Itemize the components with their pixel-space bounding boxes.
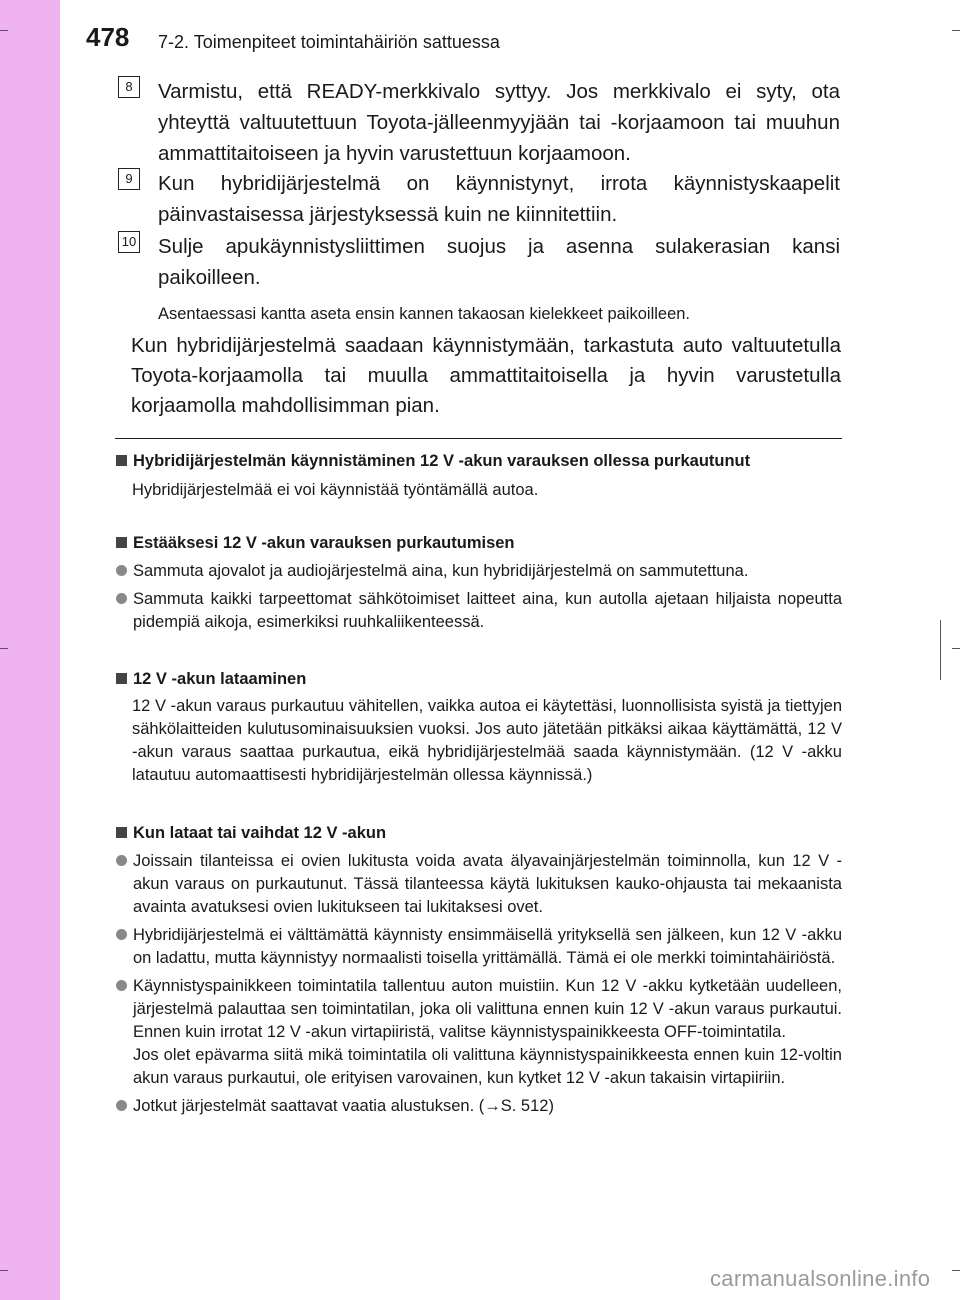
circle-bullet-icon — [116, 980, 127, 991]
list-item: Sammuta ajovalot ja audiojärjestelmä aina, kun hybridijärjestelmä on sammutettuna. — [115, 560, 842, 583]
step-text: Kun hybridijärjestelmä on käynnistynyt, irrota käynnistyskaapelit päinvastaisessa järjestyksessä kuin ne kiinnitettiin. — [158, 172, 840, 226]
section-title: Hybridijärjestelmän käynnistäminen 12 V -akun varauksen ollessa purkautunut — [133, 452, 751, 470]
circle-bullet-icon — [116, 929, 127, 940]
list-item: Jotkut järjestelmät saattavat vaatia alustuksen. (→S. 512) — [115, 1095, 842, 1118]
section-body: 12 V -akun varaus purkautuu vähitellen, vaikka autoa ei käytettäsi, luonnollisista syistä ja tiettyjen sähkölaitteiden kulutusominaisuuksien vuoksi. Jos auto jätetään pitkäksi aikaa käyttämättä, 12 V -akun varaus saattaa purkautua, eikä hybridijärjestelmää saada käynnistymään. (12 V -akku latautuu automaattisesti hybridijärjestelmän ollessa käynnissä.) — [132, 697, 842, 784]
step-9 — [118, 168, 840, 230]
section-prevent-discharge — [115, 532, 842, 634]
section-body: Hybridijärjestelmää ei voi käynnistää työntämällä autoa. — [132, 481, 539, 499]
section-start-discharged — [115, 450, 842, 502]
square-bullet-icon — [116, 827, 127, 838]
square-bullet-icon — [116, 455, 127, 466]
list-item: Sammuta kaikki tarpeettomat sähkötoimiset laitteet aina, kun autolla ajetaan hiljaista nopeutta pidempiä aikoja, esimerkiksi ruuhkaliikenteessä. — [115, 588, 842, 634]
crop-mark — [940, 620, 941, 680]
watermark: carmanualsonline.info — [710, 1266, 931, 1291]
square-bullet-icon — [116, 673, 127, 684]
list-item: Joissain tilanteissa ei ovien lukitusta voida avata älyavainjärjestelmän toiminnolla, kun 12 V -akun varaus on purkautunut. Tässä tilanteessa käytä lukituksen kauko-ohjausta tai mekaanista avainta avatuksesi ovien lukitukseen tai lukitaksesi ovet. — [115, 850, 842, 919]
chapter-tab-sidebar — [0, 0, 60, 1300]
step-note: Asentaessasi kantta aseta ensin kannen takaosan kielekkeet paikoilleen. — [158, 305, 691, 323]
crop-mark — [0, 30, 8, 31]
page-number: 478 — [86, 22, 130, 52]
step-text: Sulje apukäynnistysliittimen suojus ja asenna sulakerasian kansi paikoilleen. — [158, 235, 840, 289]
circle-bullet-icon — [116, 565, 127, 576]
section-title: Kun lataat tai vaihdat 12 V -akun — [133, 824, 387, 842]
step-number: 10 — [118, 231, 140, 253]
crop-mark — [0, 1270, 8, 1271]
circle-bullet-icon — [116, 855, 127, 866]
step-text: Varmistu, että READY-merkkivalo syttyy. Jos merkkivalo ei syty, ota yhteyttä valtuutettuun Toyota-jälleenmyyjään tai -korjaamoon tai muuhun ammattitaitoiseen ja hyvin varustettuun korjaamoon. — [158, 80, 840, 165]
crop-mark — [952, 648, 960, 649]
crop-mark — [952, 1270, 960, 1271]
section-charging — [115, 668, 842, 787]
step-10 — [118, 231, 840, 293]
square-bullet-icon — [116, 537, 127, 548]
section-title: 12 V -akun lataaminen — [133, 670, 307, 688]
list-item: Käynnistyspainikkeen toimintatila tallentuu auton muistiin. Kun 12 V -akku kytketään uudelleen, järjestelmä palauttaa sen toimintatilan, joka oli valittuna ennen kuin 12 V -akun varaus purkautui. Ennen kuin irrotat 12 V -akun virtapiiristä, valitse käynnistyspainikkeesta OFF-toimintatila. Jos olet epävarma siitä mikä toimintatila oli valittuna käynnistyspainikkeesta ennen kuin 12-voltin akun varaus purkautui, ole erityisen varovainen, kun kytket 12 V -akun takaisin virtapiiriin. — [115, 975, 842, 1090]
section-title: Estääksesi 12 V -akun varauksen purkautumisen — [133, 534, 515, 552]
chapter-title: 7-2. Toimenpiteet toimintahäiriön sattuessa — [158, 32, 500, 52]
crop-mark — [952, 30, 960, 31]
step-number: 9 — [118, 168, 140, 190]
list-item: Hybridijärjestelmä ei välttämättä käynnisty ensimmäisellä yrityksellä sen jälkeen, kun 12 V -akku on ladattu, mutta käynnistyy normaalisti toisella yrittämällä. Tämä ei ole merkki toimintahäiriöstä. — [115, 924, 842, 970]
step-number: 8 — [118, 76, 140, 98]
page-header — [60, 0, 960, 62]
circle-bullet-icon — [116, 1100, 127, 1111]
crop-mark — [0, 648, 8, 649]
step-8 — [118, 76, 840, 169]
circle-bullet-icon — [116, 593, 127, 604]
summary-paragraph: Kun hybridijärjestelmä saadaan käynnistymään, tarkastuta auto valtuutetulla Toyota-korjaamolla tai muulla ammattitaitoisella ja hyvin varustetulla korjaamolla mahdollisimman pian. — [131, 334, 841, 417]
section-charge-or-replace — [115, 822, 842, 1118]
section-divider — [115, 438, 842, 439]
